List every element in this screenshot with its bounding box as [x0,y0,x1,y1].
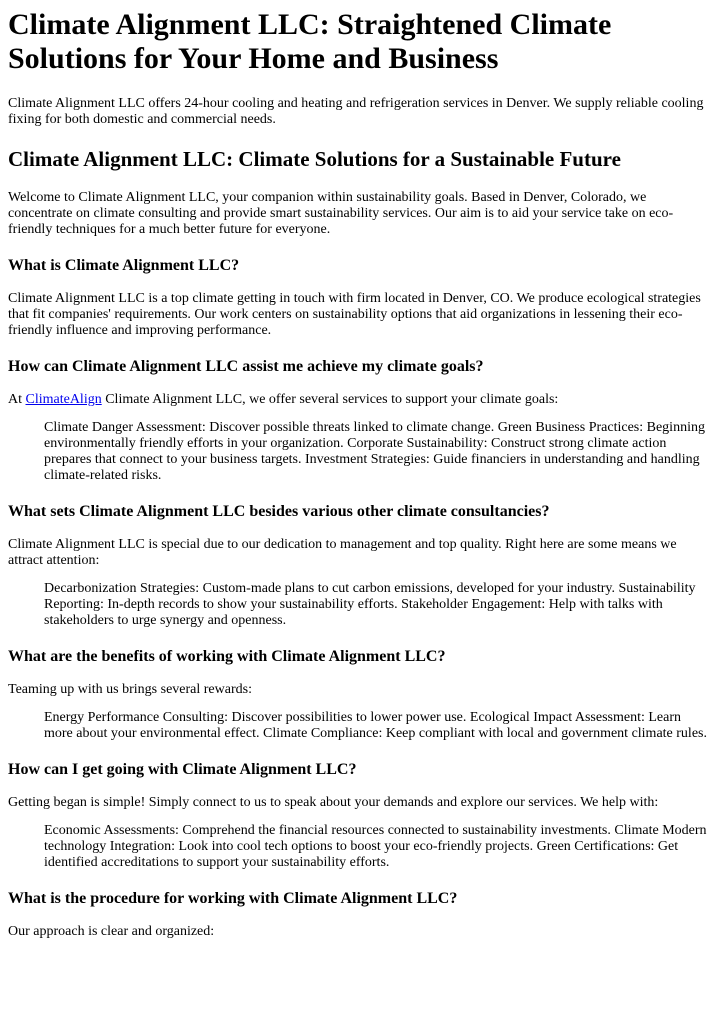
section-paragraph-benefits: Teaming up with us brings several rewards: [8,682,252,697]
section-paragraph-how-assist [8,392,712,408]
section-paragraph-get-going: Getting began is simple! Simply connect to us to speak about your demands and explore our services. We help with: [8,795,659,810]
paragraph-suffix: Climate Alignment LLC, we offer several services to support your climate goals: [101,392,559,407]
section-paragraph-procedure: Our approach is clear and organized: [8,924,215,939]
section-paragraph-what-is: Climate Alignment LLC is a top climate getting in touch with firm located in Denver, CO. We produce ecological strategies that fit companies' requirements. Our work centers on sustainability options that aid organizations in lessening their eco-friendly influence and improving performance. [8,291,701,338]
help-quote: Economic Assessments: Comprehend the financial resources connected to sustainability investments. Climate Modern technology Integration: Look into cool tech options to boost your eco-friendly projects. Green Certifications: Get identified accreditations to support your sustainability efforts. [44,823,707,870]
section-heading-benefits: What are the benefits of working with Climate Alignment LLC? [8,648,446,665]
intro-paragraph: Climate Alignment LLC offers 24-hour cooling and heating and refrigeration services in Denver. We supply reliable cooling fixing for both domestic and commercial needs. [8,96,704,127]
section-heading-how-assist: How can Climate Alignment LLC assist me achieve my climate goals? [8,358,484,375]
page-title: Climate Alignment LLC: Straightened Climate Solutions for Your Home and Business [8,8,612,75]
section-heading-what-is: What is Climate Alignment LLC? [8,257,240,274]
section-paragraph-what-sets: Climate Alignment LLC is special due to our dedication to management and top quality. Right here are some means we attract attention: [8,537,677,568]
paragraph-prefix: At [8,392,26,407]
section-heading-get-going: How can I get going with Climate Alignment LLC? [8,761,357,778]
section-heading-procedure: What is the procedure for working with Climate Alignment LLC? [8,890,458,907]
climatealign-link[interactable]: ClimateAlign [25,392,102,407]
welcome-paragraph: Welcome to Climate Alignment LLC, your companion within sustainability goals. Based in Denver, Colorado, we concentrate on climate consulting and provide smart sustainability services. Our aim is to aid your service take on eco-friendly techniques for a much better future for everyone. [8,190,674,237]
subtitle-heading: Climate Alignment LLC: Climate Solutions for a Sustainable Future [8,147,621,171]
services-quote: Climate Danger Assessment: Discover possible threats linked to climate change. Green Business Practices: Beginning environmentally friendly efforts in your organization. Corporate Sustainability: Construct strong climate action prepares that connect to your business targets. Investment Strategies: Guide financiers in understanding and handling climate-related risks. [44,420,705,483]
benefits-quote: Energy Performance Consulting: Discover possibilities to lower power use. Ecological Impact Assessment: Learn more about your environmental effect. Climate Compliance: Keep compliant with local and government climate rules. [44,710,707,741]
section-heading-what-sets: What sets Climate Alignment LLC besides various other climate consultancies? [8,503,550,520]
standout-quote: Decarbonization Strategies: Custom-made plans to cut carbon emissions, developed for your industry. Sustainability Reporting: In-depth records to show your sustainability efforts. Stakeholder Engagement: Help with talks with stakeholders to urge synergy and openness. [44,581,696,628]
